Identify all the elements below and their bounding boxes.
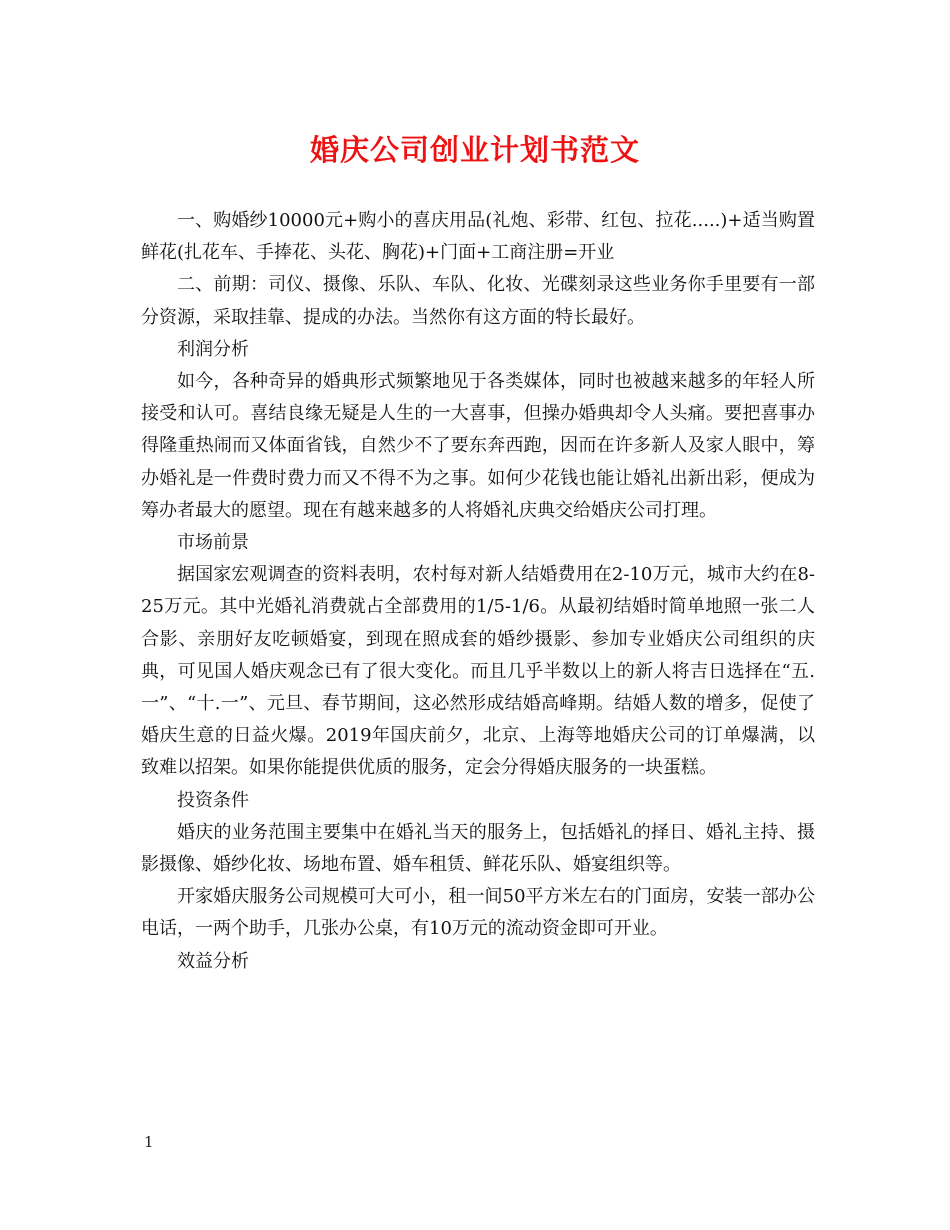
paragraph-business-scope: 婚庆的业务范围主要集中在婚礼当天的服务上，包括婚礼的择日、婚礼主持、摄影摄像、婚纱化妆、场地布置、婚车租赁、鲜花乐队、婚宴组织等。 bbox=[141, 821, 815, 876]
paragraph-market-outlook: 据国家宏观调查的资料表明，农村每对新人结婚费用在2-10万元，城市大约在8-25万元。其中光婚礼消费就占全部费用的1/5-1/6。从最初结婚时简单地照一张二人合影、亲朋好友吃顿婚宴，到现在照成套的婚纱摄影、参加专业婚庆公司组织的庆典，可见国人婚庆观念已有了很大变化。而且几乎半数以上的新人将吉日选择在“五.一”、“十.一”、元旦、春节期间，这必然形成结婚高峰期。结婚人数的增多，促使了婚庆生意的日益火爆。2019年国庆前夕，北京、上海等地婚庆公司的订单爆满，以致难以招架。如果你能提供优质的服务，定会分得婚庆服务的一块蛋糕。 bbox=[141, 564, 815, 779]
paragraph-early-stage: 二、前期：司仪、摄像、乐队、车队、化妆、光碟刻录这些业务你手里要有一部分资源，采取挂靠、提成的办法。当然你有这方面的特长最好。 bbox=[141, 274, 815, 328]
heading-profit-analysis: 利润分析 bbox=[177, 338, 249, 360]
heading-benefit-analysis: 效益分析 bbox=[177, 950, 249, 972]
document-body bbox=[141, 205, 815, 978]
paragraph-profit-analysis: 如今，各种奇异的婚典形式频繁地见于各类媒体，同时也被越来越多的年轻人所接受和认可。喜结良缘无疑是人生的一大喜事，但操办婚典却令人头痛。要把喜事办得隆重热闹而又体面省钱，自然少不了要东奔西跑，因而在许多新人及家人眼中，筹办婚礼是一件费时费力而又不得不为之事。如何少花钱也能让婚礼出新出彩，便成为筹办者最大的愿望。现在有越来越多的人将婚礼庆典交给婚庆公司打理。 bbox=[141, 371, 815, 521]
paragraph-startup-requirements: 开家婚庆服务公司规模可大可小，租一间50平方米左右的门面房，安装一部办公电话，一两个助手，几张办公桌，有10万元的流动资金即可开业。 bbox=[141, 886, 815, 940]
document-title: 婚庆公司创业计划书范文 bbox=[309, 133, 640, 167]
heading-investment-conditions: 投资条件 bbox=[177, 789, 249, 811]
page-number: 1 bbox=[144, 1133, 154, 1151]
heading-market-outlook: 市场前景 bbox=[177, 532, 249, 554]
paragraph-purchase: 一、购婚纱10000元+购小的喜庆用品(礼炮、彩带、红包、拉花.....)+适当购置鲜花(扎花车、手捧花、头花、胸花)+门面+工商注册=开业 bbox=[141, 210, 815, 264]
